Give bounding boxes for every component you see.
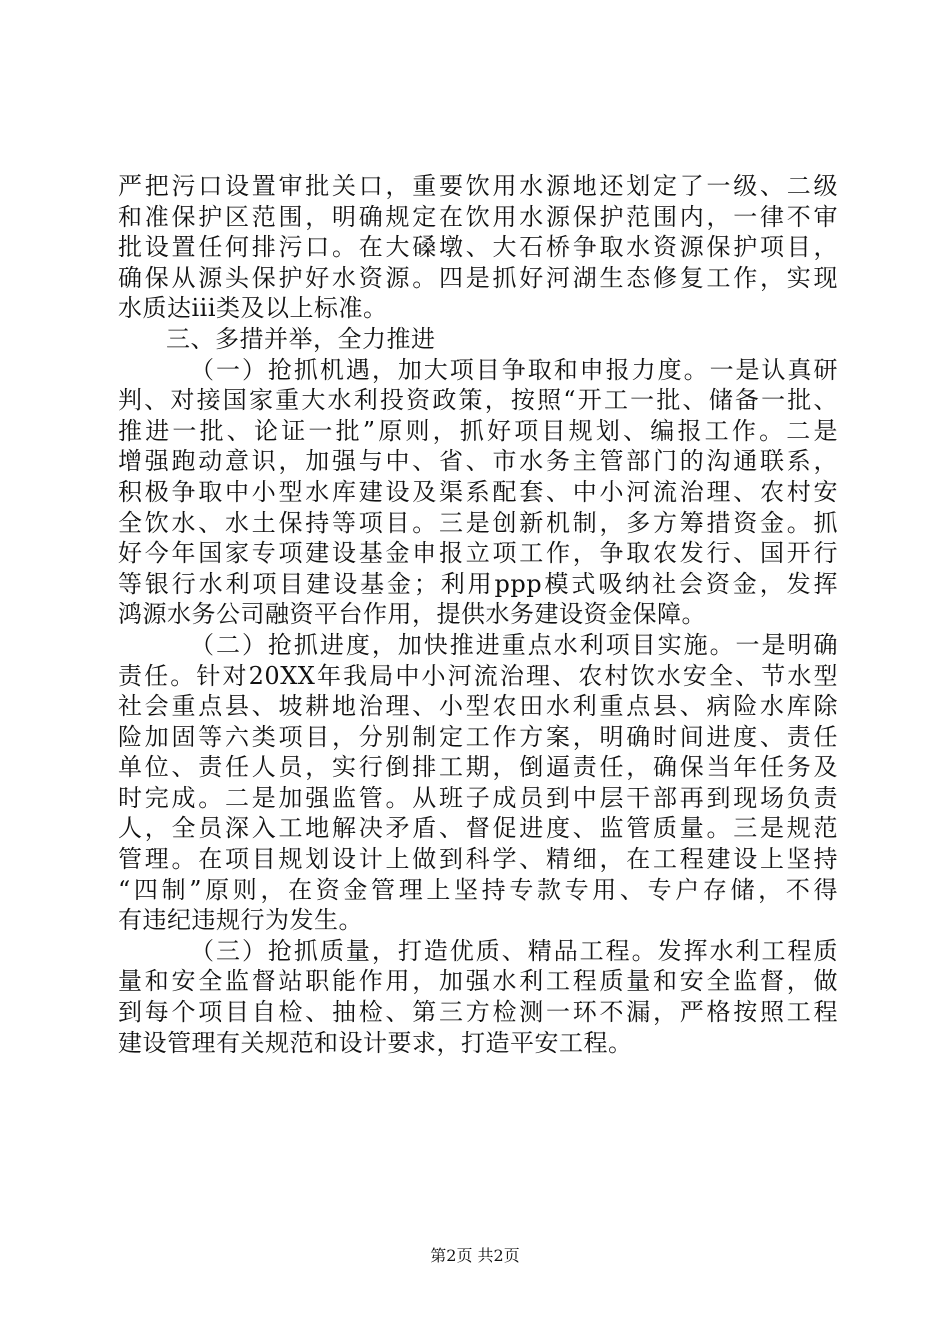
text-line: 好今年国家专项建设基金申报立项工作，争取农发行、国开行 xyxy=(118,539,838,568)
document-body xyxy=(118,171,838,1058)
text-line: 等银行水利项目建设基金；利用ppp模式吸纳社会资金，发挥 xyxy=(118,569,838,598)
text-line: 全饮水、水土保持等项目。三是创新机制，多方筹措资金。抓 xyxy=(118,508,838,537)
text-line: 积极争取中小型水库建设及渠系配套、中小河流治理、农村安 xyxy=(118,477,838,506)
section-heading: 三、多措并举，全力推进 xyxy=(166,324,436,353)
paragraph-start: （一）抢抓机遇，加大项目争取和申报力度。一是认真研 xyxy=(190,355,838,384)
text-line: 批设置任何排污口。在大磉墩、大石桥争取水资源保护项目， xyxy=(118,233,838,262)
text-line: 增强跑动意识，加强与中、省、市水务主管部门的沟通联系， xyxy=(118,447,838,476)
text-line: 建设管理有关规范和设计要求，打造平安工程。 xyxy=(118,1028,633,1057)
paragraph-start: （二）抢抓进度，加快推进重点水利项目实施。一是明确 xyxy=(190,630,838,659)
text-line: 管理。在项目规划设计上做到科学、精细，在工程建设上坚持 xyxy=(118,845,838,874)
page-footer xyxy=(0,1246,950,1266)
text-line: 严把污口设置审批关口，重要饮用水源地还划定了一级、二级 xyxy=(118,172,838,200)
page-number: 第2页 共2页 xyxy=(430,1246,520,1265)
text-line: 社会重点县、坡耕地治理、小型农田水利重点县、病险水库除 xyxy=(118,692,838,721)
text-line: 责任。针对20XX年我局中小河流治理、农村饮水安全、节水型 xyxy=(118,661,838,690)
text-line: 判、对接国家重大水利投资政策，按照“开工一批、储备一批、 xyxy=(118,386,838,415)
text-line: 时完成。二是加强监管。从班子成员到中层干部再到现场负责 xyxy=(118,783,838,812)
text-line: 鸿源水务公司融资平台作用，提供水务建设资金保障。 xyxy=(118,600,706,629)
text-line: 有违纪违规行为发生。 xyxy=(118,906,363,935)
text-line: 量和安全监督站职能作用，加强水利工程质量和安全监督，做 xyxy=(118,967,838,996)
text-line: 人，全员深入工地解决矛盾、督促进度、监管质量。三是规范 xyxy=(118,814,838,843)
text-line: 推进一批、论证一批”原则，抓好项目规划、编报工作。二是 xyxy=(118,416,838,445)
text-line: 确保从源头保护好水资源。四是抓好河湖生态修复工作，实现 xyxy=(118,263,838,292)
paragraph-start: （三）抢抓质量，打造优质、精品工程。发挥水利工程质 xyxy=(190,936,838,965)
text-line: “四制”原则，在资金管理上坚持专款专用、专户存储，不得 xyxy=(118,875,838,904)
text-line: 和准保护区范围，明确规定在饮用水源保护范围内，一律不审 xyxy=(118,202,838,231)
text-line: 水质达iii类及以上标准。 xyxy=(118,294,388,323)
text-line: 到每个项目自检、抽检、第三方检测一环不漏，严格按照工程 xyxy=(118,998,838,1027)
text-line: 单位、责任人员，实行倒排工期，倒逼责任，确保当年任务及 xyxy=(118,753,838,782)
text-line: 险加固等六类项目，分别制定工作方案，明确时间进度、责任 xyxy=(118,722,838,751)
